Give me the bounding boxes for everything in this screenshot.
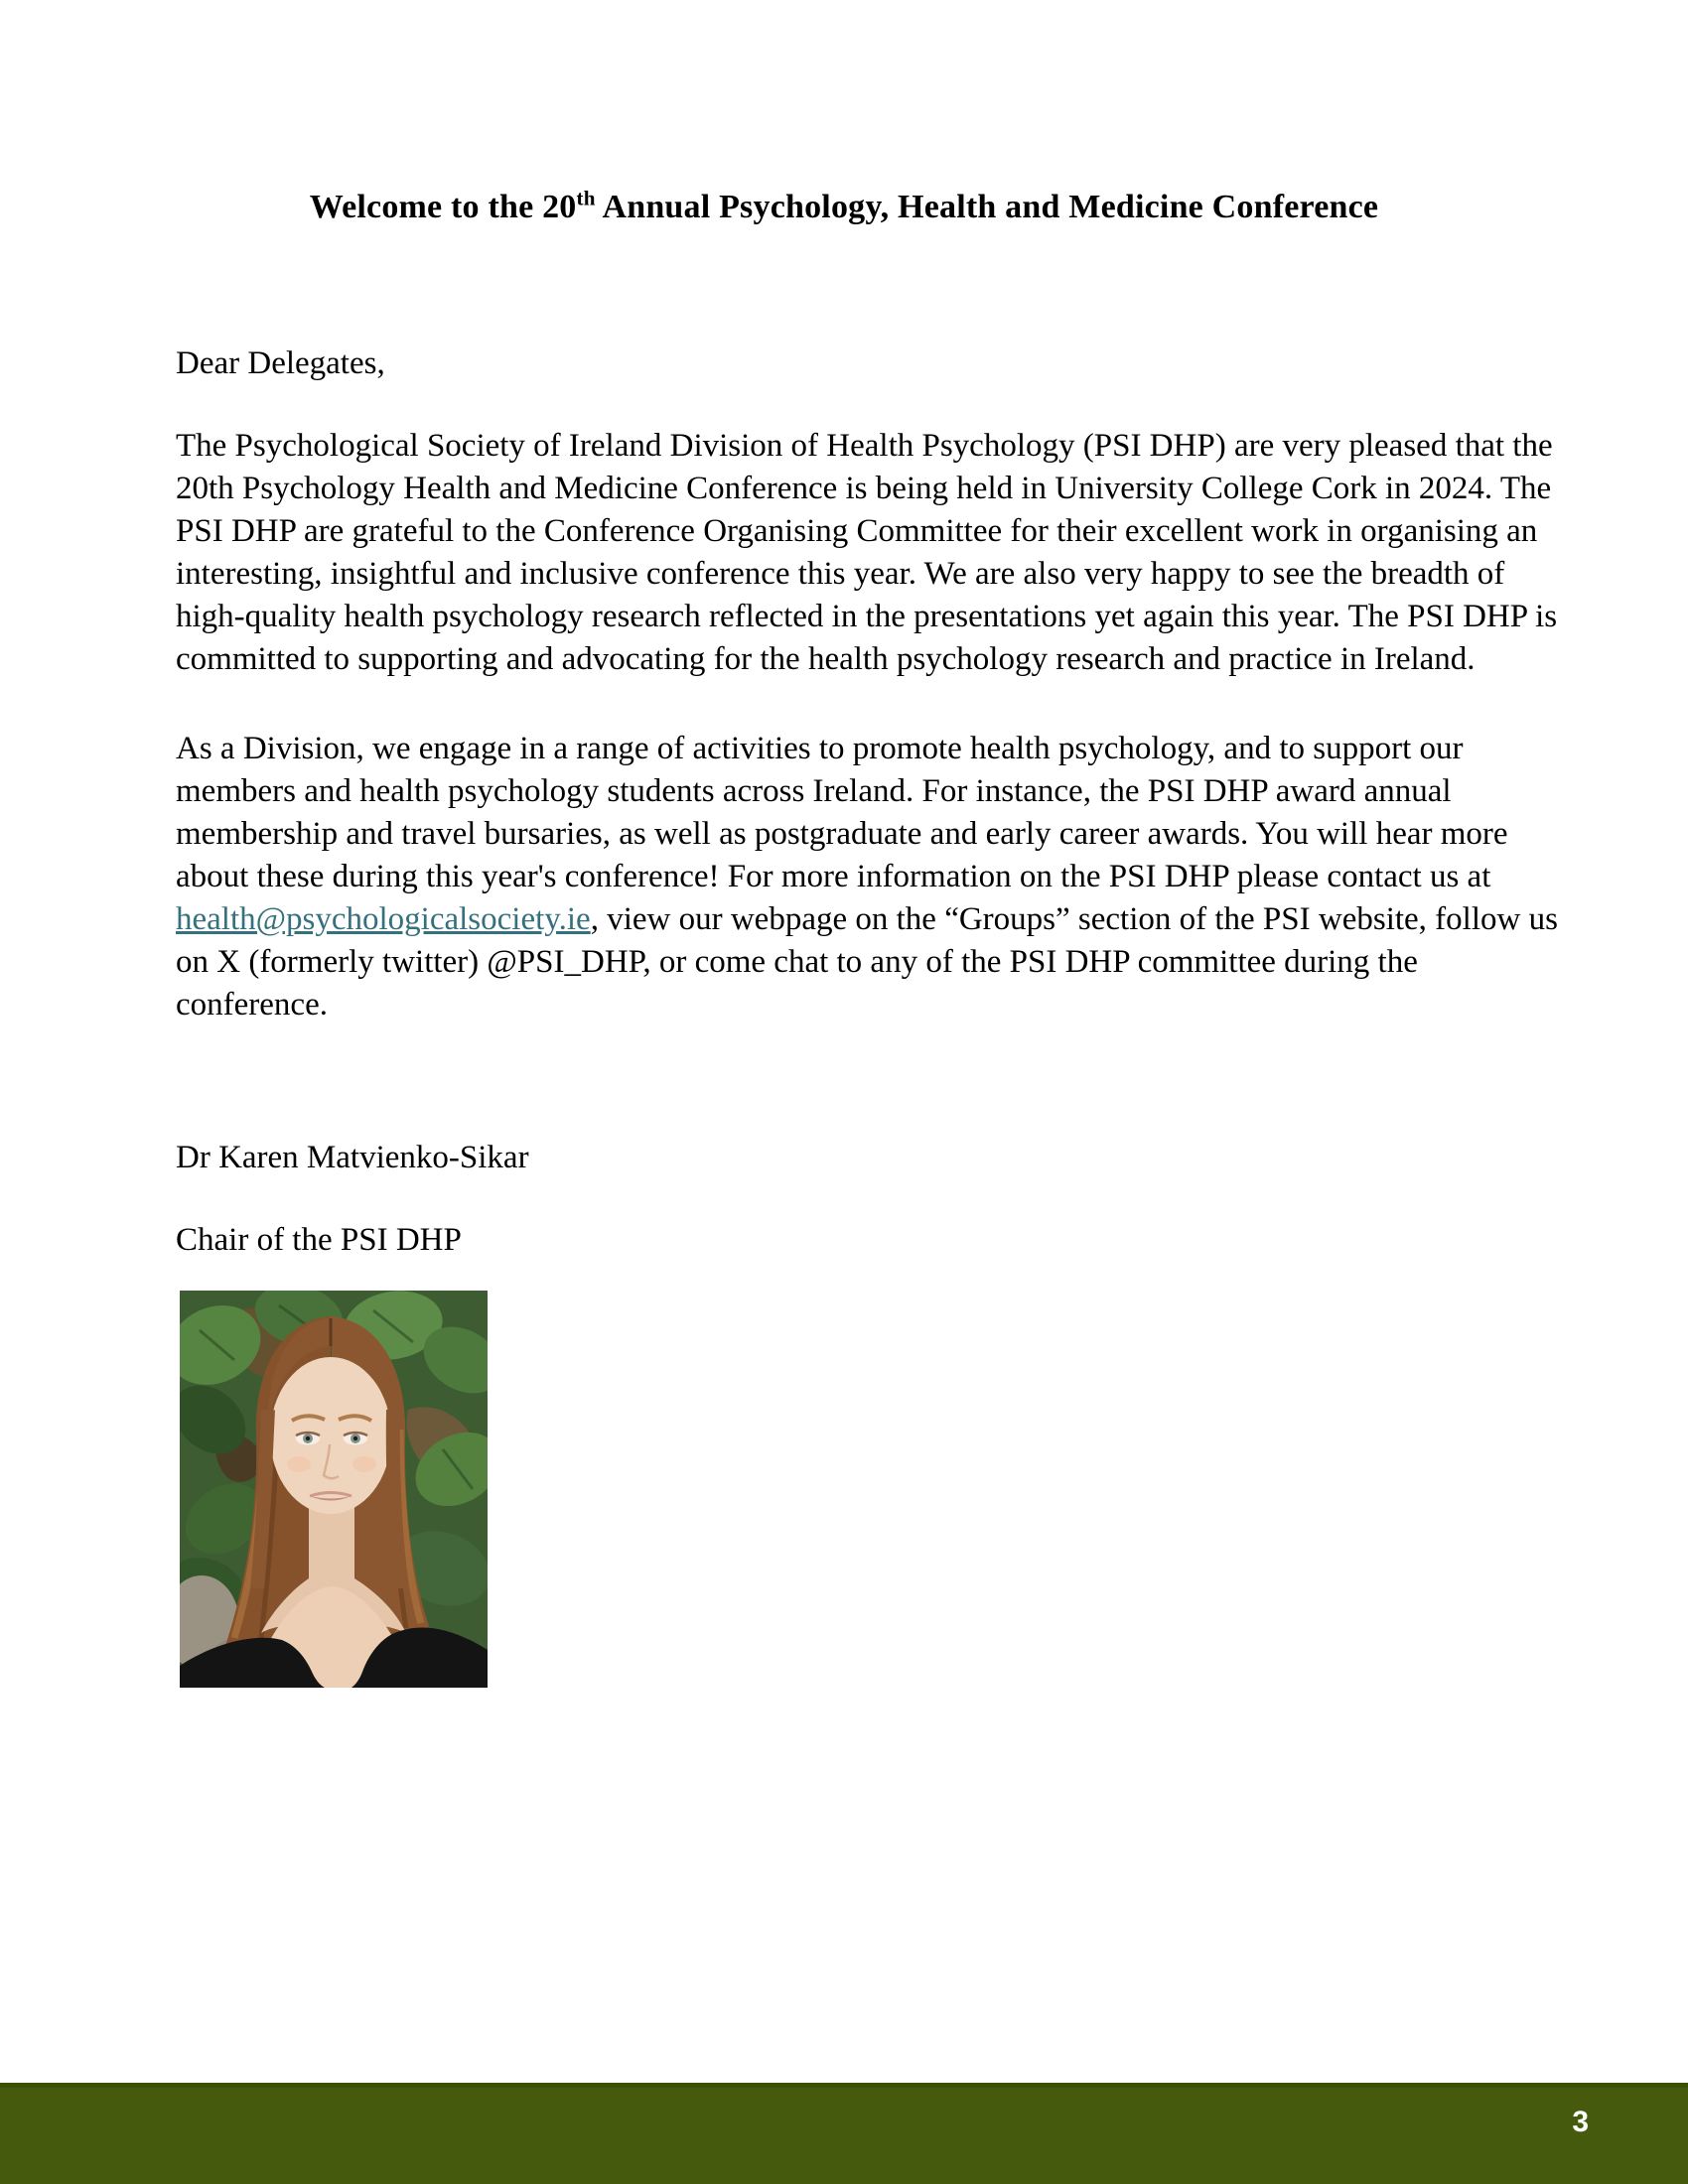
chair-photo-illustration xyxy=(180,1291,488,1688)
title-superscript: th xyxy=(576,186,596,210)
page-number: 3 xyxy=(1572,2106,1589,2138)
signature-role: Chair of the PSI DHP xyxy=(176,1222,462,1258)
chair-photo xyxy=(180,1291,488,1688)
title-text-start: Welcome to the 20 xyxy=(309,189,577,225)
paragraph-text-after-link: , view our webpage on the “Groups” section of the PSI website, follow us on X (formerly twitter) @PSI_DHP, or come chat to any of the PSI DHP committee during the conference. xyxy=(176,901,1558,1023)
paragraph-text-before-link: As a Division, we engage in a range of activities to promote health psychology, and to support our members and health psychology students across Ireland. For instance, the PSI DHP award annual membership and travel bursaries, as well as postgraduate and early career awards. You will hear more about these during this year's conference! For more information on the PSI DHP please contact us at xyxy=(176,731,1508,894)
title-text-end: Annual Psychology, Health and Medicine Conference xyxy=(595,189,1379,225)
page-title xyxy=(0,186,1688,226)
email-link[interactable]: health@psychologicalsociety.ie xyxy=(176,901,591,937)
signature-name: Dr Karen Matvienko-Sikar xyxy=(176,1140,529,1175)
greeting: Dear Delegates, xyxy=(176,345,385,381)
paragraph-division-activities xyxy=(176,728,1578,1026)
paragraph-psi-intro: The Psychological Society of Ireland Division of Health Psychology (PSI DHP) are very pleased that the 20th Psychology Health and Medicine Conference is being held in University College Cork in 2024. The PSI DHP are grateful to the Conference Organising Committee for their excellent work in organising an interesting, insightful and inclusive conference this year. We are also very happy to see the breadth of high-quality health psychology research reflected in the presentations yet again this year. The PSI DHP is committed to supporting and advocating for the health psychology research and practice in Ireland. xyxy=(176,428,1558,677)
footer-bar xyxy=(0,2083,1688,2184)
